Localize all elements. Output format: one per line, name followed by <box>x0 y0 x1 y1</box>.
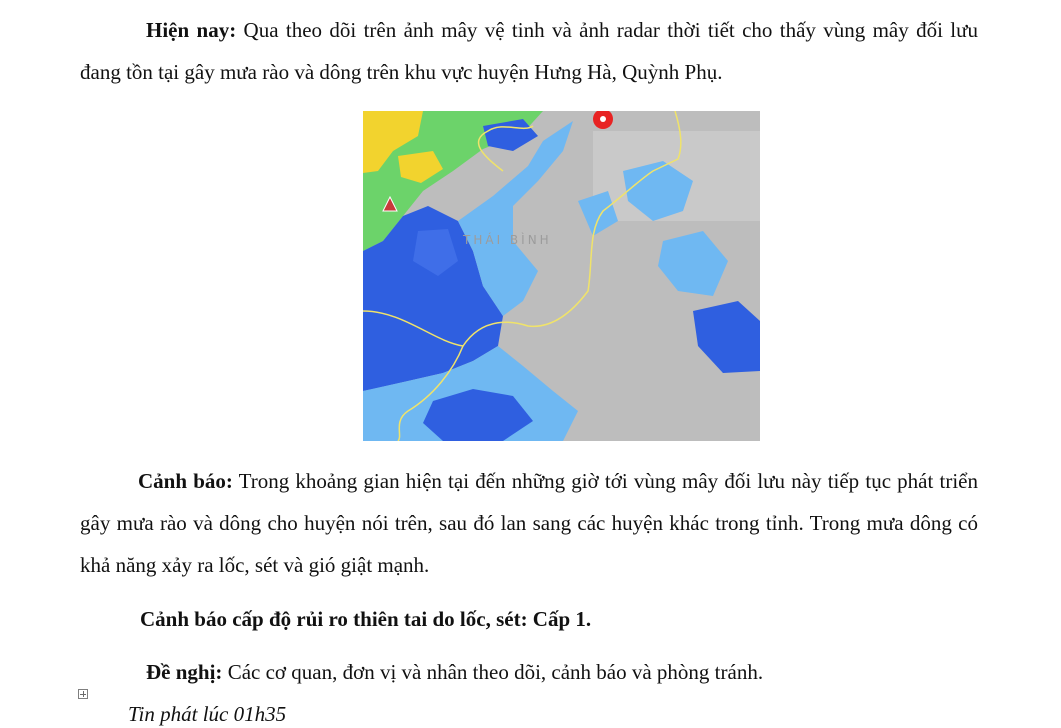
paragraph-advice <box>146 658 763 686</box>
paragraph-current-status <box>80 9 978 93</box>
risk-level-line: Cảnh báo cấp độ rủi ro thiên tai do lốc, sét: Cấp 1. <box>140 607 592 631</box>
paragraph-warning <box>80 460 978 586</box>
radar-map-image <box>363 111 760 441</box>
current-status-text: Qua theo dõi trên ảnh mây vệ tinh và ảnh radar thời tiết cho thấy vùng mây đối lưu đang tồn tại gây mưa rào và dông trên khu vực huyện Hưng Hà, Quỳnh Phụ. <box>80 18 979 84</box>
map-location-marker-center <box>600 116 606 122</box>
warning-label: Cảnh báo: <box>138 469 233 493</box>
radar-map-graphic <box>363 111 760 441</box>
advice-text: Các cơ quan, đơn vị và nhân theo dõi, cảnh báo và phòng tránh. <box>222 660 764 684</box>
advice-label: Đề nghị: <box>146 660 223 684</box>
current-status-label: Hiện nay: <box>146 18 237 42</box>
warning-text: Trong khoảng gian hiện tại đến những giờ tới vùng mây đối lưu này tiếp tục phát triển gây mưa rào và dông cho huyện nói trên, sau đó lan sang các huyện khác trong tỉnh. Trong mưa dông có khả năng xảy ra lốc, sét và gió giật mạnh. <box>80 469 978 577</box>
table-move-handle-icon[interactable] <box>78 689 88 699</box>
map-province-label: THÁI BÌNH <box>463 233 552 247</box>
issued-time-line: Tin phát lúc 01h35 <box>128 702 287 726</box>
